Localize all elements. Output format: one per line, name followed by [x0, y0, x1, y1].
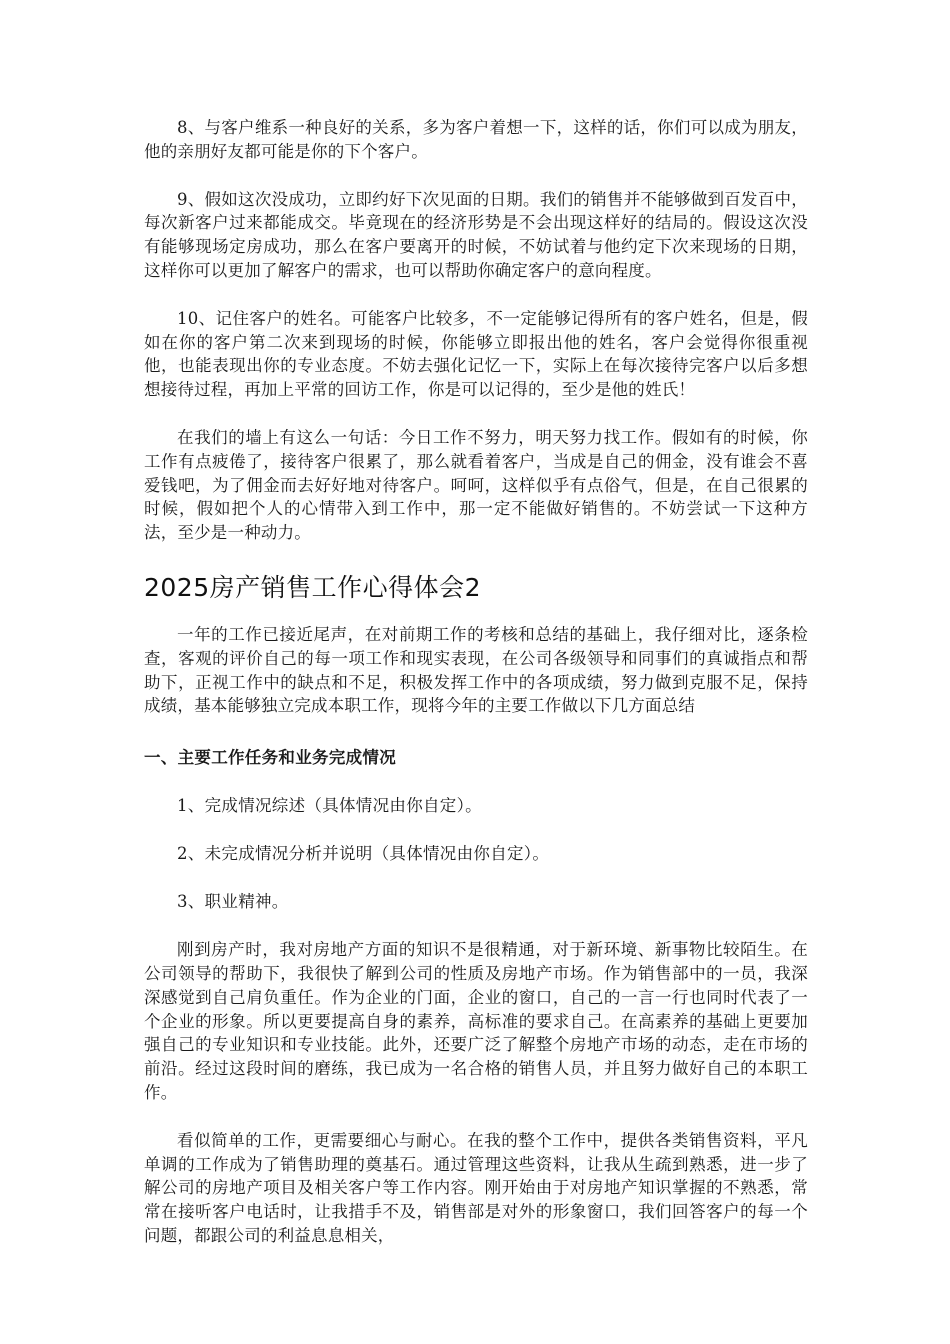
list-item-1: 1、完成情况综述（具体情况由你自定）。	[177, 796, 482, 816]
paragraph-tip-10: 10、记住客户的姓名。可能客户比较多，不一定能够记得所有的客户姓名，但是，假如在你的客户第二次来到现场的时候，你能够立即报出他的姓名，客户会觉得你很重视他，也能表现出你的专业态度。不妨去强化记忆一下，实际上在每次接待完客户以后多想想接待过程，再加上平常的回访工作，你是可以记得的，至少是他的姓氏！	[144, 308, 808, 400]
paragraph-intro: 一年的工作已接近尾声，在对前期工作的考核和总结的基础上，我仔细对比，逐条检查，客观的评价自己的每一项工作和现实表现，在公司各级领导和同事们的真诚指点和帮助下，正视工作中的缺点和不足，积极发挥工作中的各项成绩，努力做到克服不足，保持成绩，基本能够独立完成本职工作，现将今年的主要工作做以下几方面总结	[144, 624, 808, 716]
list-item-2: 2、未完成情况分析并说明（具体情况由你自定）。	[177, 844, 550, 864]
paragraph-arrival: 刚到房产时，我对房地产方面的知识不是很精通，对于新环境、新事物比较陌生。在公司领导的帮助下，我很快了解到公司的性质及房地产市场。作为销售部中的一员，我深深感觉到自己肩负重任。作为企业的门面，企业的窗口，自己的一言一行也同时代表了一个企业的形象。所以更要提高自身的素养，高标准的要求自己。在高素养的基础上更要加强自己的专业知识和专业技能。此外，还要广泛了解整个房地产市场的动态，走在市场的前沿。经过这段时间的磨练，我已成为一名合格的销售人员，并且努力做好自己的本职工作。	[144, 940, 808, 1102]
document-page	[144, 116, 808, 1248]
section-heading: 2025房产销售工作心得体会2	[144, 572, 482, 602]
paragraph-tip-8: 8、与客户维系一种良好的关系，多为客户着想一下，这样的话，你们可以成为朋友，他的亲朋好友都可能是你的下个客户。	[144, 118, 808, 161]
subsection-title: 一、主要工作任务和业务完成情况	[144, 748, 396, 768]
paragraph-wall-motto: 在我们的墙上有这么一句话：今日工作不努力，明天努力找工作。假如有的时候，你工作有点疲倦了，接待客户很累了，那么就看着客户，当成是自己的佣金，没有谁会不喜爱钱吧，为了佣金而去好好地对待客户。呵呵，这样似乎有点俗气，但是，在自己很累的时候，假如把个人的心情带入到工作中，那一定不能做好销售的。不妨尝试一下这种方法，至少是一种动力。	[144, 427, 808, 543]
list-item-3: 3、职业精神。	[177, 892, 289, 912]
paragraph-tip-9: 9、假如这次没成功，立即约好下次见面的日期。我们的销售并不能够做到百发百中，每次新客户过来都能成交。毕竟现在的经济形势是不会出现这样好的结局的。假设这次没有能够现场定房成功，那么在客户要离开的时候，不妨试着与他约定下次来现场的日期，这样你可以更加了解客户的需求，也可以帮助你确定客户的意向程度。	[144, 189, 808, 280]
paragraph-patience: 看似简单的工作，更需要细心与耐心。在我的整个工作中，提供各类销售资料，平凡单调的工作成为了销售助理的奠基石。通过管理这些资料，让我从生疏到熟悉，进一步了解公司的房地产项目及相关客户等工作内容。刚开始由于对房地产知识掌握的不熟悉，常常在接听客户电话时，让我措手不及，销售部是对外的形象窗口，我们回答客户的每一个问题，都跟公司的利益息息相关，	[144, 1130, 808, 1245]
